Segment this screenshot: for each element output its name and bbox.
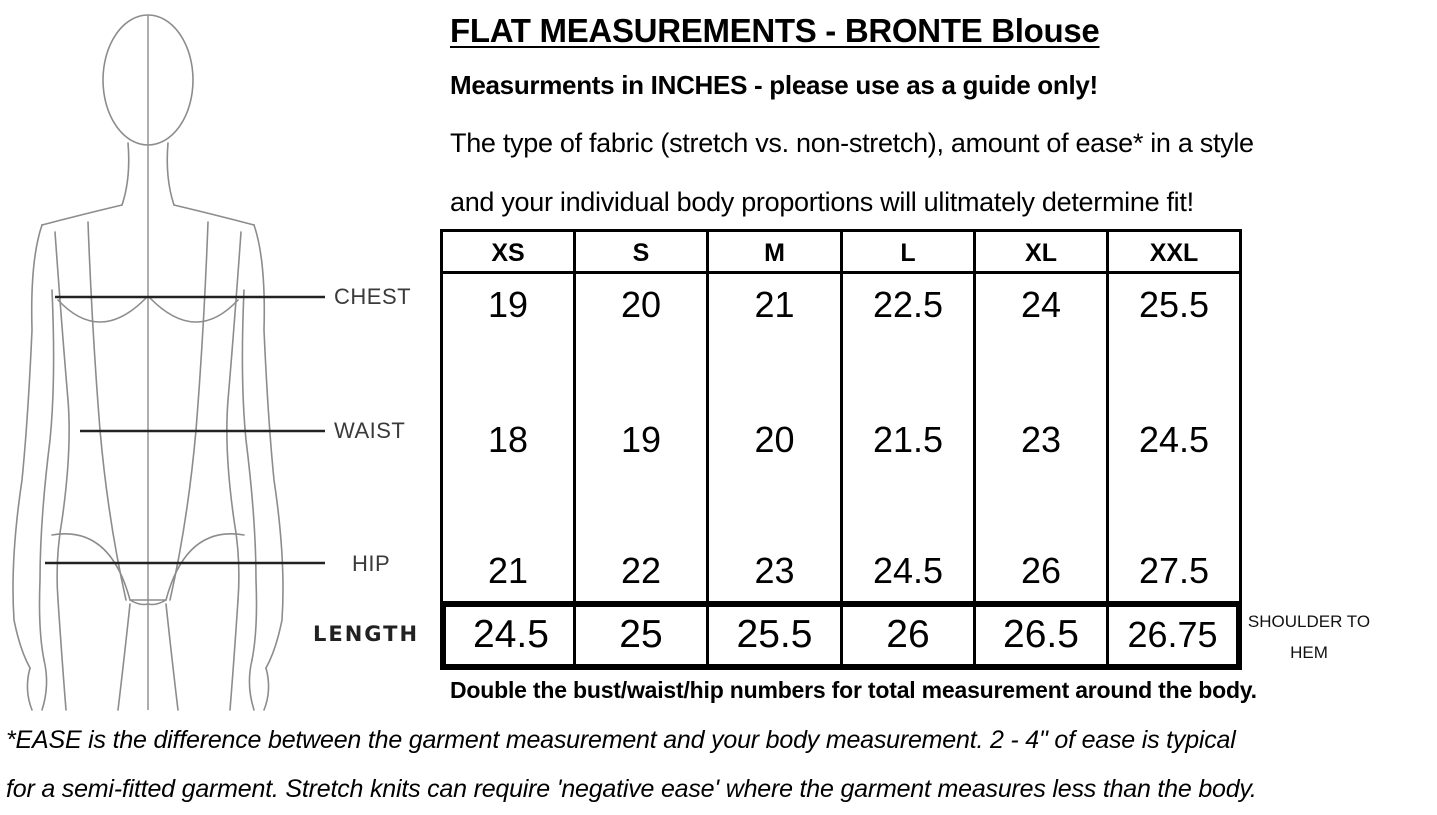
- page-title: FLAT MEASUREMENTS - BRONTE Blouse: [450, 12, 1100, 49]
- size-header-xxl: XXL: [1149, 239, 1199, 267]
- waist-value-xs: 18: [487, 419, 529, 460]
- body-figure-illustration: [0, 0, 440, 720]
- length-value-xs: 24.5: [473, 613, 549, 656]
- size-header-l: L: [900, 239, 916, 267]
- chest-value-l: 22.5: [872, 284, 944, 325]
- hip-value-xs: 21: [487, 550, 529, 591]
- chest-value-xs: 19: [487, 284, 529, 325]
- waist-label: WAIST: [334, 418, 406, 443]
- size-header-s: S: [632, 239, 650, 267]
- length-value-xl: 26.5: [1003, 613, 1079, 656]
- waist-value-xxl: 24.5: [1138, 419, 1210, 460]
- hip-label: HIP: [352, 551, 391, 576]
- ease-note-line-2: for a semi-fitted garment. Stretch knits can require 'negative ease' where the garment measures less than the body.: [6, 775, 1257, 803]
- length-value-xxl: 26.75: [1127, 614, 1218, 655]
- size-header-m: M: [764, 239, 785, 267]
- chest-value-s: 20: [620, 284, 662, 325]
- intro-line-2: and your individual body proportions will ulitmately determine fit!: [450, 187, 1194, 217]
- length-value-l: 26: [886, 613, 930, 656]
- hip-value-l: 24.5: [872, 550, 944, 591]
- length-label: LENGTH: [313, 622, 420, 646]
- ease-note-line-1: *EASE is the difference between the garment measurement and your body measurement. 2 - 4" of ease is typical: [6, 726, 1236, 754]
- hip-value-xl: 26: [1020, 550, 1062, 591]
- chest-label: CHEST: [334, 284, 412, 309]
- hip-value-s: 22: [620, 550, 662, 591]
- chest-value-xxl: 25.5: [1138, 284, 1210, 325]
- size-header-xs: XS: [491, 239, 525, 267]
- page-subtitle: Measurments in INCHES - please use as a guide only!: [450, 70, 1098, 100]
- waist-value-l: 21.5: [872, 419, 944, 460]
- size-header-xl: XL: [1025, 239, 1057, 267]
- hip-value-m: 23: [754, 550, 795, 591]
- length-definition-note: [1244, 606, 1374, 668]
- double-measurement-note: Double the bust/waist/hip numbers for total measurement around the body.: [450, 677, 1257, 703]
- hip-value-xxl: 27.5: [1138, 550, 1210, 591]
- chest-value-m: 21: [754, 284, 795, 325]
- length-note-line-2: HEM: [1290, 643, 1328, 662]
- size-chart-table: [440, 229, 1242, 670]
- intro-line-1: The type of fabric (stretch vs. non-stretch), amount of ease* in a style: [450, 128, 1254, 158]
- waist-value-s: 19: [620, 419, 662, 460]
- waist-value-xl: 23: [1020, 419, 1062, 460]
- length-value-m: 25.5: [736, 613, 813, 656]
- waist-value-m: 20: [754, 419, 795, 460]
- chest-value-xl: 24: [1020, 284, 1062, 325]
- length-value-s: 25: [619, 613, 663, 656]
- length-note-line-1: SHOULDER TO: [1247, 612, 1371, 631]
